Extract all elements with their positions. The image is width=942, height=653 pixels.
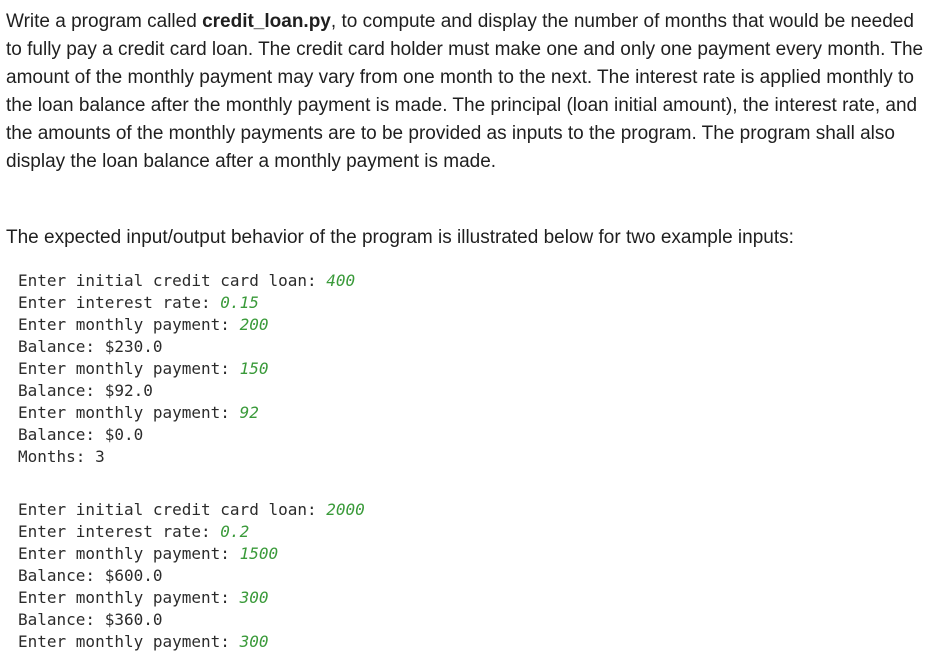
program-filename: credit_loan.py: [202, 11, 331, 32]
console-prompt-text: Enter interest rate:: [18, 293, 221, 312]
example-1-console-output: [18, 270, 355, 468]
console-prompt-text: Balance: $92.0: [18, 381, 153, 400]
console-prompt-text: Enter initial credit card loan:: [18, 271, 327, 290]
console-line: [18, 609, 365, 631]
console-line: [18, 314, 355, 336]
intro-text-start: Write a program called: [6, 11, 203, 32]
console-line: [18, 424, 355, 446]
console-prompt-text: Enter monthly payment:: [18, 544, 240, 563]
console-prompt-text: Enter monthly payment:: [18, 403, 240, 422]
console-line: [18, 358, 355, 380]
console-prompt-text: Enter interest rate:: [18, 522, 221, 541]
console-user-input: 92: [239, 403, 259, 422]
intro-text-rest: , to compute and display the number of months that would be needed to fully pay a credit card loan. The credit card holder must make one and only one payment every month. The amount of the monthly payment may vary from one month to the next. The interest rate is applied monthly to the loan balance after the monthly payment is made. The principal (loan initial amount), the interest rate, and the amounts of the monthly payments are to be provided as inputs to the program. The program shall also display the loan balance after a monthly payment is made.: [6, 11, 924, 172]
console-line: [18, 446, 355, 468]
console-prompt-text: Enter monthly payment:: [18, 359, 240, 378]
console-user-input: 2000: [326, 500, 365, 519]
console-prompt-text: Balance: $0.0: [18, 425, 144, 444]
console-user-input: 0.15: [220, 293, 259, 312]
console-line: [18, 270, 355, 292]
console-line: [18, 521, 365, 543]
console-user-input: 150: [239, 359, 269, 378]
console-line: [18, 336, 355, 358]
console-line: [18, 292, 355, 314]
console-user-input: 300: [239, 632, 269, 651]
console-prompt-text: Enter monthly payment:: [18, 588, 240, 607]
console-line: [18, 402, 355, 424]
console-line: [18, 543, 365, 565]
console-user-input: 1500: [239, 544, 279, 563]
console-line: [18, 587, 365, 609]
console-prompt-text: Balance: $230.0: [18, 337, 163, 356]
console-line: [18, 631, 365, 653]
console-line: [18, 565, 365, 587]
console-line: [18, 380, 355, 402]
console-prompt-text: Balance: $600.0: [18, 566, 163, 585]
console-line: [18, 499, 365, 521]
problem-description: [6, 8, 926, 176]
console-prompt-text: Enter monthly payment:: [18, 632, 240, 651]
console-user-input: 300: [239, 588, 269, 607]
console-prompt-text: Enter monthly payment:: [18, 315, 240, 334]
example-2-console-output: [18, 499, 365, 653]
console-prompt-text: Months: 3: [18, 447, 105, 466]
console-user-input: 200: [239, 315, 269, 334]
console-prompt-text: Balance: $360.0: [18, 610, 163, 629]
console-user-input: 400: [326, 271, 356, 290]
examples-lead-text: The expected input/output behavior of the program is illustrated below for two example inputs:: [6, 227, 794, 248]
console-user-input: 0.2: [220, 522, 250, 541]
console-prompt-text: Enter initial credit card loan:: [18, 500, 327, 519]
